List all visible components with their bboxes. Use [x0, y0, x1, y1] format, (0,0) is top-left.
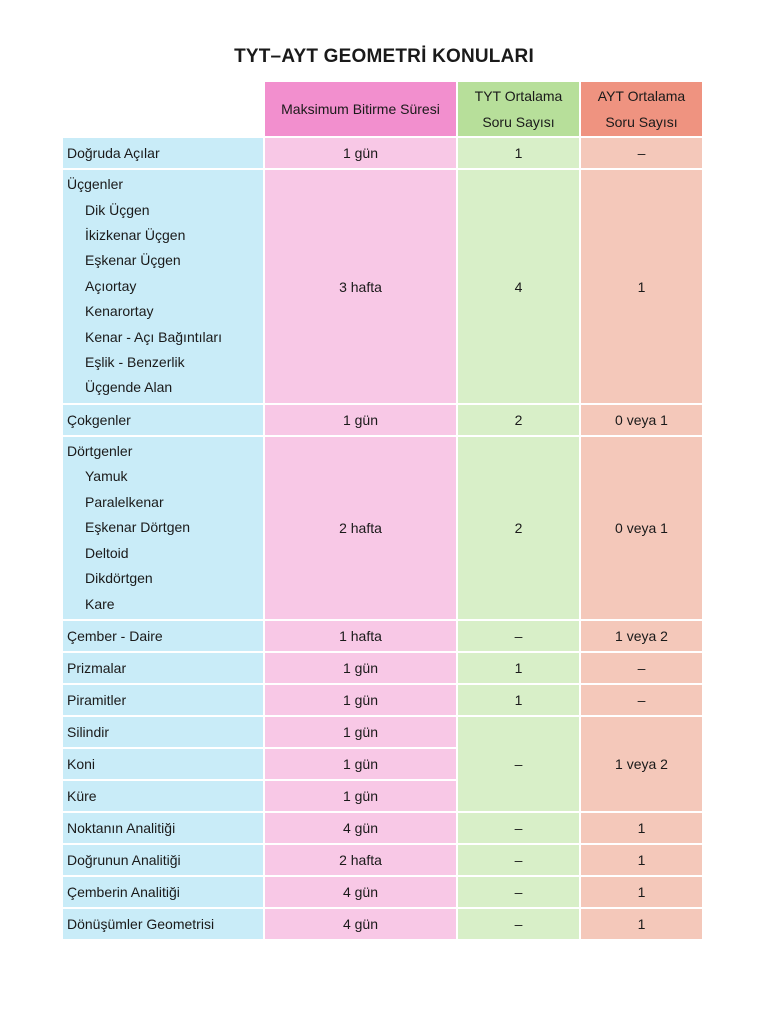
- ayt-cell: 1: [581, 877, 702, 907]
- max-duration-cell: 2 hafta: [265, 437, 456, 619]
- ayt-cell: –: [581, 685, 702, 715]
- table-row: [63, 437, 702, 619]
- header-ayt-line1: AYT Ortalama: [597, 88, 686, 104]
- table-row: [63, 813, 702, 843]
- topic-cell: Piramitler: [63, 685, 263, 715]
- tyt-cell: 1: [458, 653, 579, 683]
- max-duration-cell: 1 gün: [265, 685, 456, 715]
- ayt-cell: –: [581, 653, 702, 683]
- subtopic: Yamuk: [85, 468, 128, 485]
- table-row: [63, 621, 702, 651]
- topic-title: Dörtgenler: [67, 443, 133, 460]
- ayt-cell: 1: [581, 170, 702, 403]
- table-row: [63, 685, 702, 715]
- topic-cell: Çokgenler: [63, 405, 263, 435]
- header-row: [63, 82, 702, 136]
- max-duration-cell: 1 hafta: [265, 621, 456, 651]
- subtopic: Kare: [85, 595, 115, 612]
- tyt-cell: 2: [458, 437, 579, 619]
- topic-cell: Silindir: [63, 717, 263, 747]
- ayt-cell: 1: [581, 909, 702, 939]
- page-title: TYT–AYT GEOMETRİ KONULARI: [234, 46, 534, 67]
- table-row: [63, 138, 702, 168]
- topic-cell: [63, 170, 263, 403]
- subtopic: Paralelkenar: [85, 493, 164, 510]
- tyt-cell: –: [458, 877, 579, 907]
- topic-cell: Prizmalar: [63, 653, 263, 683]
- table-row: [63, 405, 702, 435]
- max-duration-cell: 1 gün: [265, 138, 456, 168]
- max-duration-cell: 1 gün: [265, 405, 456, 435]
- max-duration-cell: 4 gün: [265, 813, 456, 843]
- ayt-cell: 0 veya 1: [581, 405, 702, 435]
- subtopic: Eşkenar Üçgen: [85, 252, 181, 269]
- subtopic: Kenarortay: [85, 303, 154, 320]
- max-duration-cell: 1 gün: [265, 717, 456, 747]
- topic-cell: Doğrunun Analitiği: [63, 845, 263, 875]
- topic-cell: Çemberin Analitiği: [63, 877, 263, 907]
- ayt-cell: –: [581, 138, 702, 168]
- max-duration-cell: 1 gün: [265, 781, 456, 811]
- subtopic: Dik Üçgen: [85, 201, 150, 218]
- ayt-cell: 0 veya 1: [581, 437, 702, 619]
- tyt-cell: 4: [458, 170, 579, 403]
- subtopic: Üçgende Alan: [85, 379, 173, 396]
- max-duration-cell: 2 hafta: [265, 845, 456, 875]
- topic-cell: Çember - Daire: [63, 621, 263, 651]
- header-topic: [63, 82, 263, 136]
- topic-cell: Doğruda Açılar: [63, 138, 263, 168]
- topic-cell: [63, 437, 263, 619]
- subtopic: İkizkenar Üçgen: [85, 226, 186, 243]
- max-duration-cell: 1 gün: [265, 749, 456, 779]
- tyt-cell: –: [458, 621, 579, 651]
- topic-cell: Dönüşümler Geometrisi: [63, 909, 263, 939]
- subtopic: Deltoid: [85, 544, 129, 561]
- header-tyt: [458, 82, 579, 136]
- topics-table: [61, 80, 704, 941]
- topic-cell: Küre: [63, 781, 263, 811]
- tyt-cell: –: [458, 813, 579, 843]
- subtopic: Kenar - Açı Bağıntıları: [85, 328, 222, 345]
- max-duration-cell: 3 hafta: [265, 170, 456, 403]
- max-duration-cell: 4 gün: [265, 877, 456, 907]
- table-row: [63, 845, 702, 875]
- max-duration-cell: 1 gün: [265, 653, 456, 683]
- header-ayt: [581, 82, 702, 136]
- table-row: [63, 170, 702, 403]
- subtopic: Eşlik - Benzerlik: [85, 354, 185, 371]
- table-row: [63, 877, 702, 907]
- ayt-cell: 1 veya 2: [581, 717, 702, 811]
- table-row: [63, 653, 702, 683]
- subtopic: Eşkenar Dörtgen: [85, 519, 191, 536]
- topic-cell: Noktanın Analitiği: [63, 813, 263, 843]
- tyt-cell: 1: [458, 138, 579, 168]
- subtopic: Açıortay: [85, 277, 137, 294]
- topic-cell: Koni: [63, 749, 263, 779]
- ayt-cell: 1 veya 2: [581, 621, 702, 651]
- ayt-cell: 1: [581, 845, 702, 875]
- tyt-cell: 1: [458, 685, 579, 715]
- topic-title: Üçgenler: [67, 176, 124, 193]
- header-tyt-line1: TYT Ortalama: [474, 88, 563, 104]
- tyt-cell: –: [458, 845, 579, 875]
- table-row: [63, 717, 702, 747]
- subtopic: Dikdörtgen: [85, 570, 153, 587]
- tyt-cell: –: [458, 909, 579, 939]
- max-duration-cell: 4 gün: [265, 909, 456, 939]
- header-ayt-line2: Soru Sayısı: [605, 114, 678, 130]
- tyt-cell: 2: [458, 405, 579, 435]
- tyt-cell: –: [458, 717, 579, 811]
- ayt-cell: 1: [581, 813, 702, 843]
- table-row: [63, 909, 702, 939]
- header-tyt-line2: Soru Sayısı: [482, 114, 555, 130]
- header-max-duration: Maksimum Bitirme Süresi: [265, 82, 456, 136]
